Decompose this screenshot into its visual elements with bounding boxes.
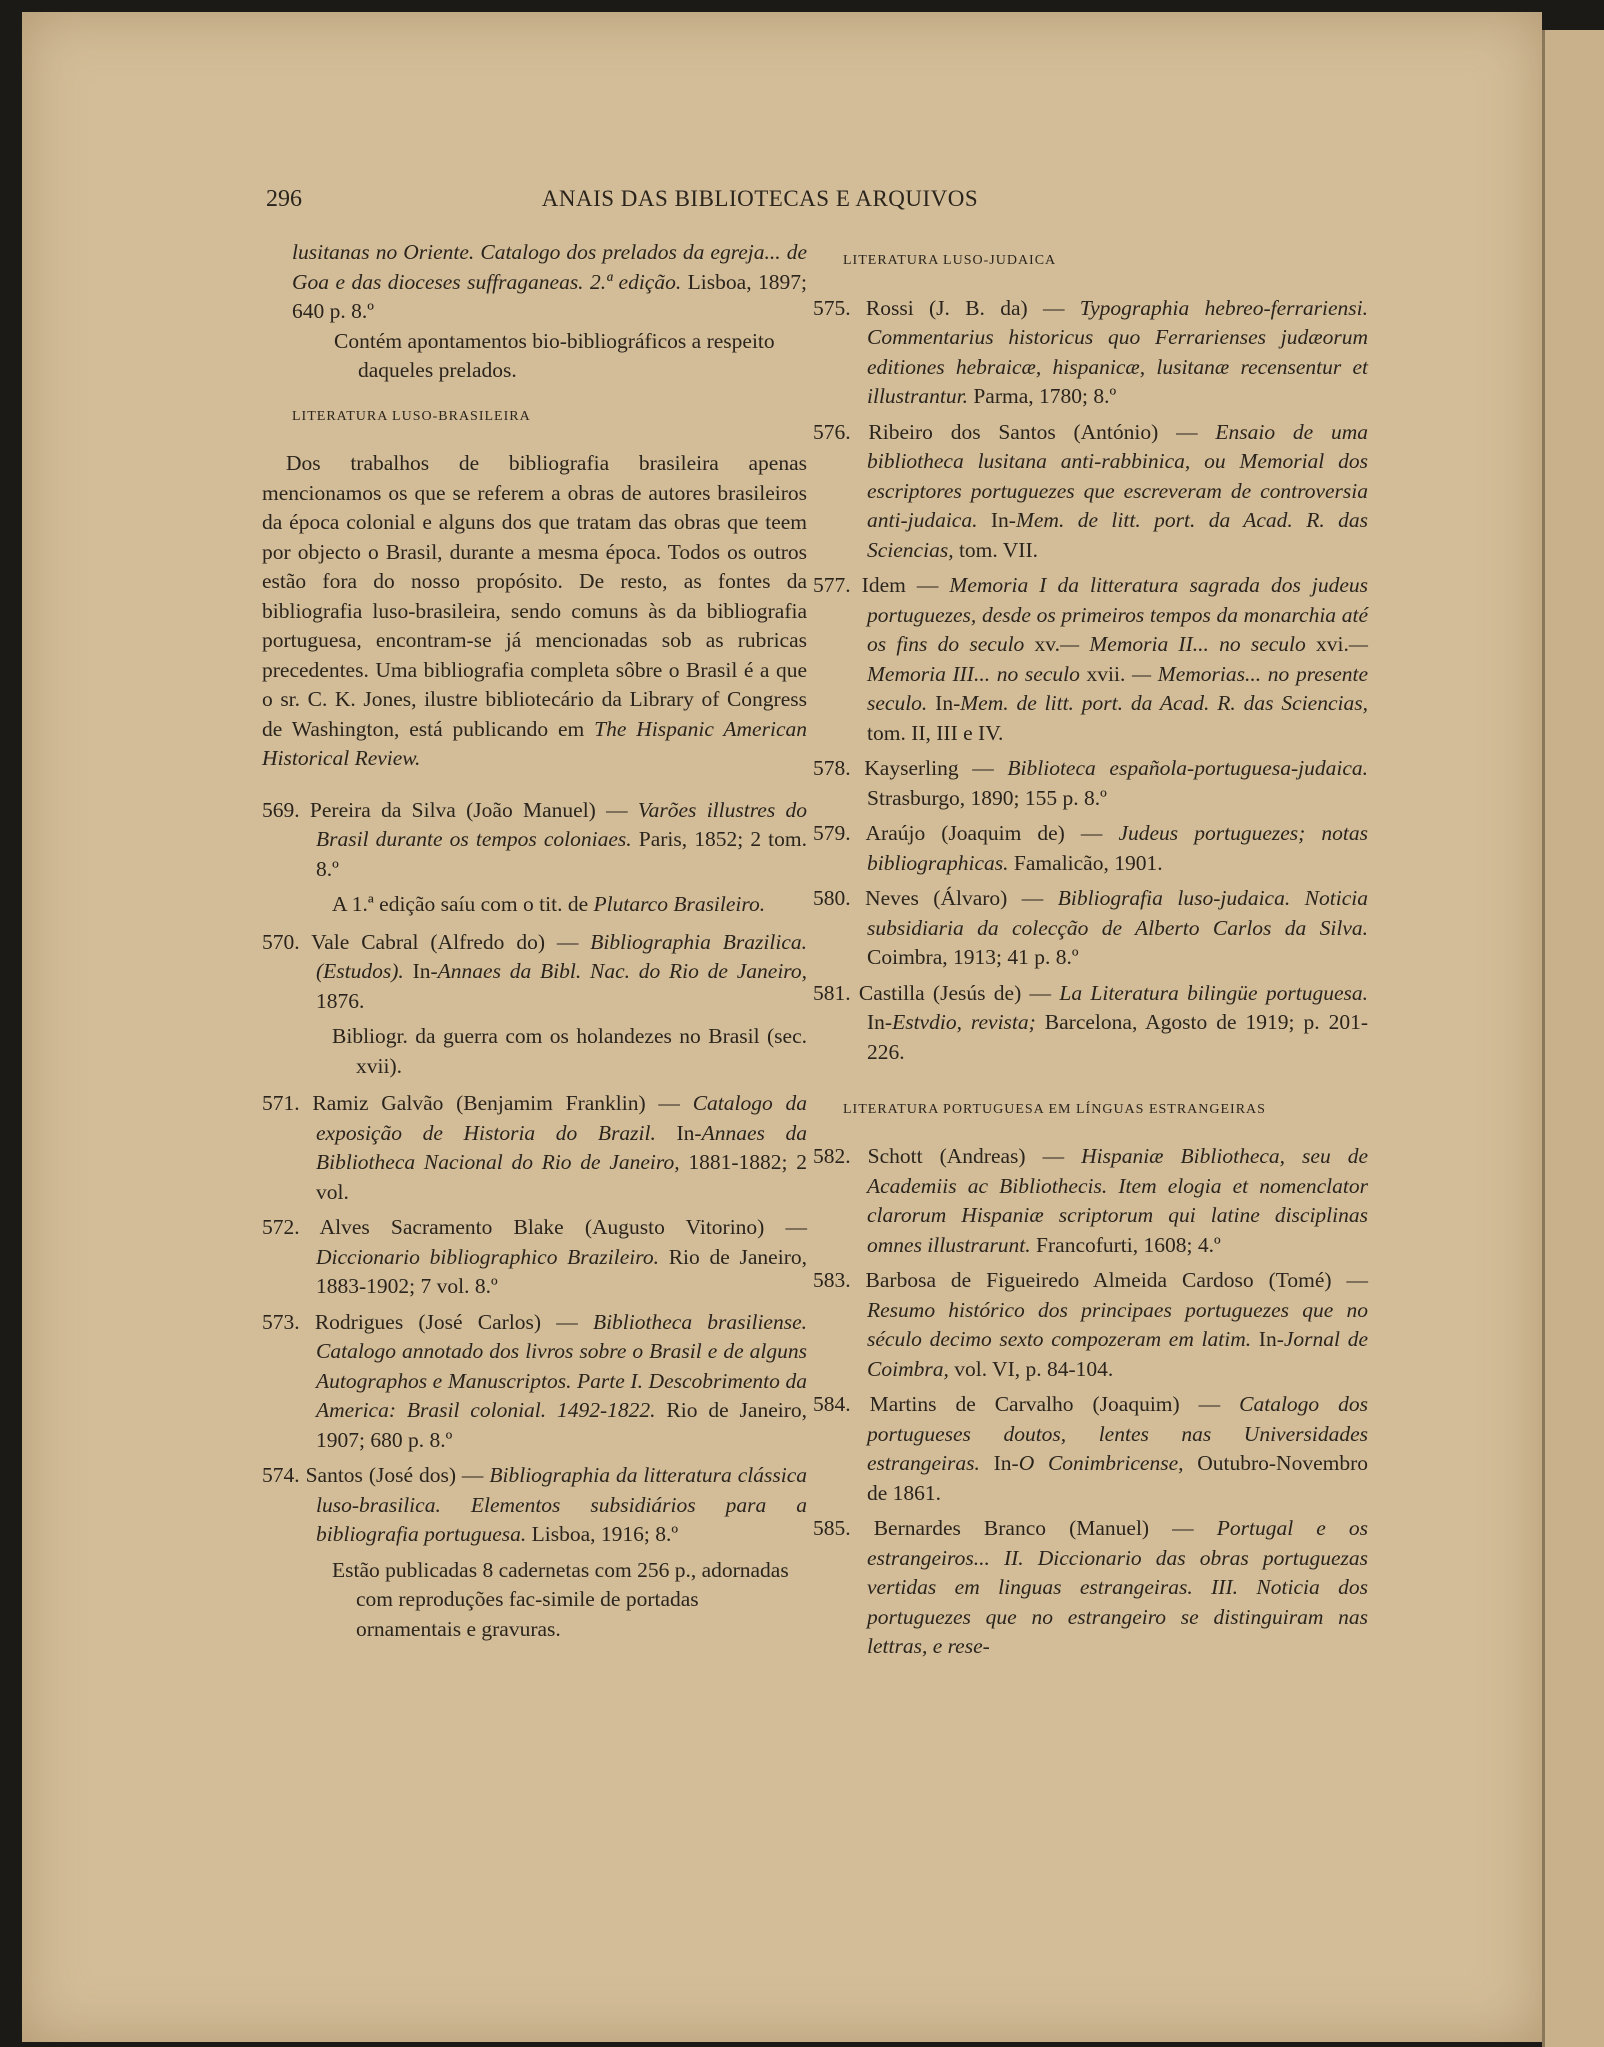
intro-paragraph: Dos trabalhos de bibliografia brasileira apenas mencionamos os que se referem a obras de autores brasileiros da época colonial e alguns dos que tratam das obras que teem por objecto o Brasil, durante a mesma época. Todos os outros estão fora do nosso propósito. De resto, as fontes da bibliografia luso-brasileira, sendo comuns às da bibliografia portuguesa, encontram-se já mencionadas sob as rubricas precedentes. Uma bibliografia completa sôbre o Brasil é a que o sr. C. K. Jones, ilustre bibliotecário da Library of Congress de Washington, está publicando em The Hispanic American Historical Review. — [262, 451, 807, 770]
entry-569-note: A 1.ª edição saíu com o tit. de Plutarco Brasileiro. — [332, 892, 766, 916]
entry-note: Contém apontamentos bio-bibliográficos a respeito daqueles prelados. — [334, 328, 775, 382]
entry-574: 574. Santos (José dos) — Bibliographia da litteratura clássica luso-brasilica. Elementos subsidiários para a bibliografia portuguesa. Lisboa, 1916; 8.º — [262, 1463, 807, 1546]
entry-continuation: lusitanas no Oriente. Catalogo dos prelados da egreja... de Goa e das dioceses suffraganeas. 2.ª edição. Lisboa, 1897; 640 p. 8.º — [292, 240, 807, 323]
entry-581: 581. Castilla (Jesús de) — La Literatura bilingüe portuguesa. In-Estvdio, revista; Barcelona, Agosto de 1919; p. 201-226. — [813, 980, 1368, 1064]
next-page-edge — [1542, 30, 1604, 2047]
entry-571: 571. Ramiz Galvão (Benjamim Franklin) — Catalogo da exposição de Historia do Brazil. In-Annaes da Bibliotheca Nacional do Rio de Janeiro, 1881-1882; 2 vol. — [262, 1091, 807, 1204]
entry-572: 572. Alves Sacramento Blake (Augusto Vitorino) — Diccionario bibliographico Brazileiro. Rio de Janeiro, 1883-1902; 7 vol. 8.º — [262, 1215, 807, 1298]
entry-574-note: Estão publicadas 8 cadernetas com 256 p., adornadas com reproduções fac-simile de portadas ornamentais e gravuras. — [332, 1557, 789, 1641]
entry-577: 577. Idem — Memoria I da litteratura sagrada dos judeus portuguezes, desde os primeiros tempos da monarchia até os fins do seculo xv.— Memoria II... no seculo xvi.— Memoria III... no seculo xvii. — Memorias... no presente seculo. In-Mem. de litt. port. da Acad. R. das Sciencias, tom. II, III e IV. — [813, 573, 1368, 745]
left-column — [262, 238, 807, 1644]
entry-582: 582. Schott (Andreas) — Hispaniæ Bibliotheca, seu de Academiis ac Bibliothecis. Item elogia et nomenclator clarorum Hispaniæ scriptorum qui latine disciplinas omnes illustrarunt. Francofurti, 1608; 4.º — [813, 1144, 1369, 1257]
entry-585: 585. Bernardes Branco (Manuel) — Portugal e os estrangeiros... II. Diccionario das obras portuguezas vertidas em linguas estrangeiras. III. Noticia dos portuguezes que no estrangeiro se distinguiram nas lettras, e rese- — [813, 1516, 1368, 1658]
entry-569: 569. Pereira da Silva (João Manuel) — Varões illustres do Brasil durante os tempos coloniaes. Paris, 1852; 2 tom. 8.º — [262, 797, 808, 881]
section-heading-linguas-estrangeiras: LITERATURA PORTUGUESA EM LÍNGUAS ESTRANGEIRAS — [843, 1102, 1266, 1117]
entry-578: 578. Kayserling — Biblioteca española-portuguesa-judaica. Strasburgo, 1890; 155 p. 8.º — [813, 756, 1368, 810]
entry-570: 570. Vale Cabral (Alfredo do) — Bibliographia Brazilica. (Estudos). In-Annaes da Bibl. Nac. do Rio de Janeiro, 1876. — [262, 929, 807, 1013]
entry-579: 579. Araújo (Joaquim de) — Judeus portuguezes; notas bibliographicas. Famalicão, 1901. — [813, 821, 1368, 875]
entry-584: 584. Martins de Carvalho (Joaquim) — Catalogo dos portugueses doutos, lentes nas Universidades estrangeiras. In-O Conimbricense, Outubro-Novembro de 1861. — [813, 1392, 1369, 1505]
page-header — [0, 186, 1604, 220]
section-heading-luso-judaica: LITERATURA LUSO-JUDAICA — [843, 253, 1057, 268]
entry-575: 575. Rossi (J. B. da) — Typographia hebreo-ferrariensi. Commentarius historicus quo Ferrarienses judæorum editiones hebraicæ, hispanicæ, lusitanæ recensentur et illustrantur. Parma, 1780; 8.º — [813, 295, 1368, 408]
entry-576: 576. Ribeiro dos Santos (António) — Ensaio de uma bibliotheca lusitana anti-rabbinica, ou Memorial dos escriptores portuguezes que escreveram de controversia anti-judaica. In-Mem. de litt. port. da Acad. R. das Sciencias, tom. VII. — [813, 419, 1368, 562]
entry-583: 583. Barbosa de Figueiredo Almeida Cardoso (Tomé) — Resumo histórico dos principaes portuguezes que no século decimo sexto compozeram em latim. In-Jornal de Coimbra, vol. VI, p. 84-104. — [813, 1268, 1368, 1381]
section-heading-luso-brasileira: LITERATURA LUSO-BRASILEIRA — [292, 408, 531, 424]
running-title: ANAIS DAS BIBLIOTECAS E ARQUIVOS — [541, 186, 979, 211]
page-number: 296 — [266, 186, 302, 212]
entry-573: 573. Rodrigues (José Carlos) — Bibliotheca brasiliense. Catalogo annotado dos livros sobre o Brasil e de alguns Autographos e Manuscriptos. Parte I. Descobrimento da America: Brasil colonial. 1492-1822. Rio de Janeiro, 1907; 680 p. 8.º — [262, 1309, 807, 1452]
entry-580: 580. Neves (Álvaro) — Bibliografia luso-judaica. Noticia subsidiaria da colecção de Alberto Carlos da Silva. Coimbra, 1913; 41 p. 8.º — [813, 886, 1368, 969]
right-column — [813, 238, 1368, 1668]
entry-570-note: Bibliogr. da guerra com os holandezes no Brasil (sec. xvii). — [332, 1024, 807, 1078]
